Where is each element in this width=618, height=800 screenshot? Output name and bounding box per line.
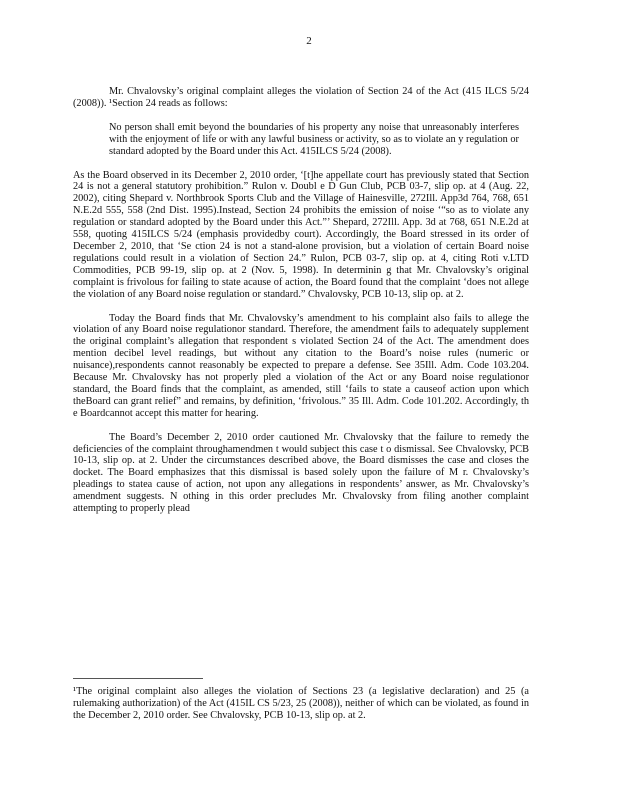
block-quote-section-24: No person shall emit beyond the boundaries of his property any noise that unreasonably interferes with the enjoyment of life or with any lawful business or activity, so as to violate an y regulation or standard adopted by the Board under this Act. 415ILCS 5/24 (2008). bbox=[109, 121, 519, 157]
paragraph-board-observed: As the Board observed in its December 2, 2010 order, ‘[t]he appellate court has previously stated that Section 24 is not a general statutory prohibition.” Rulon v. Doubl e D Gun Club, PCB 03-7, slip op. at 4 (Aug. 22, 2002), citing Shepard v. Northbrook Sports Club and the Village of Hainesville, 272Ill. App3d 764, 768, 651 N.E.2d 555, 558 (2nd Dist. 1995).Instead, Section 24 prohibits the emission of noise ‘“so as to violate any regulation or standard adopted by the Board under this Act.”’ Shepard, 272Ill. App. 3d at 768, 651 N.E.2d at 558, quoting 415ILCS 5/24 (emphasis providedby court). Accordingly, the Board stressed in its order of December 2, 2010, that ‘Se ction 24 is not a stand-alone provision, but a violation of certain Board noise regulations could result in a violation of Section 24.” Rulon, PCB 03-7, slip op. at 4, citing Roti v.LTD Commodities, PCB 99-19, slip op. at 2 (Nov. 5, 1998). In determinin g that Mr. Chvalovsky’s original complaint is frivolous for failing to state acause of action, the Board found that the complaint ‘does not allege the violation of any Board noise regulation or standard.” Chvalovsky, PCB 10-13, slip op. at 2. bbox=[73, 169, 529, 300]
footnote-separator bbox=[73, 678, 203, 679]
footnote: ¹The original complaint also alleges the violation of Sections 23 (a legislative declaration) and 25 (a rulemaking authorization) of the Act (415IL CS 5/23, 25 (2008)), neither of which can be violated, as found in the December 2, 2010 order. See Chvalovsky, PCB 10-13, slip op. at 2. bbox=[73, 686, 529, 721]
paragraph-dismissal: The Board’s December 2, 2010 order cautioned Mr. Chvalovsky that the failure to remedy the deficiencies of the complaint throughamendmen t would subject this case t o dismissal. See Chvalovsky, PCB 10-13, slip op. at 2. Under the circumstances described above, the Board dismisses the case and closes the docket. The Board emphasizes that this dismissal is based solely upon the failure of M r. Chvalovsky’s pleadings to statea cause of action, not upon any allegations in respondents’ answer, as Mr. Chvalovsky’s amendment suggests. N othing in this order precludes Mr. Chvalovsky from filing another complaint attempting to properly plead bbox=[73, 431, 529, 515]
page-number: 2 bbox=[306, 35, 312, 47]
paragraph-amendment-fails: Today the Board finds that Mr. Chvalovsky’s amendment to his complaint also fails to allege the violation of any Board noise regulationor standard. Therefore, the amendment fails to adequately supplement the original complaint’s allegation that respondent s violated Section 24 of the Act. The amendment does mention decibel level readings, but without any citation to the Board’s noise rules (numeric or nuisance),respondents cannot reasonably be expected to prepare a defense. See 35Ill. Adm. Code 103.204. Because Mr. Chvalovsky has not properly pled a violation of the Act or any Board noise regulationor standard, the Board finds that the complaint, as amended, still ‘fails to state a causeof action upon which theBoard can grant relief” and remains, by definition, ‘frivolous.” 35 Ill. Adm. Code 101.202. Accordingly, th e Boardcannot accept this matter for hearing. bbox=[73, 312, 529, 419]
paragraph-original-complaint: Mr. Chvalovsky’s original complaint alleges the violation of Section 24 of the Act (415 ILCS 5/24 (2008)). ¹Section 24 reads as follows: bbox=[73, 86, 529, 109]
document-body bbox=[73, 86, 529, 527]
